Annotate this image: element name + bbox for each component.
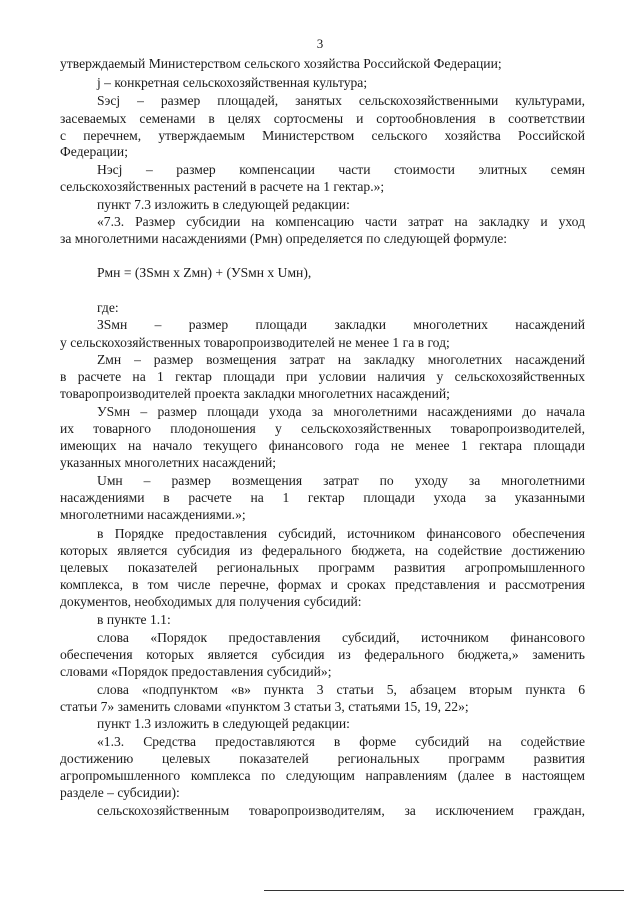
text-line: «7.3. Размер субсидии на компенсацию части затрат на закладку и уход bbox=[97, 214, 585, 229]
text-line: разделе – субсидии): bbox=[60, 785, 180, 800]
text-line: в пункте 1.1: bbox=[97, 612, 171, 627]
text-line: в расчете на 1 гектар площади при условии наличия у сельскохозяйственных bbox=[60, 369, 585, 384]
text-line: Нэсj – размер компенсации части стоимости элитных семян bbox=[97, 162, 585, 177]
text-line: утверждаемый Министерством сельского хозяйства Российской Федерации; bbox=[60, 56, 502, 71]
text-line: слова «Порядок предоставления субсидий, источником финансового bbox=[97, 630, 585, 645]
text-line: «1.3. Средства предоставляются в форме субсидий на содействие bbox=[97, 734, 585, 749]
text-line: достижению целевых показателей региональных программ развития bbox=[60, 751, 585, 766]
text-line: статьи 7» заменить словами «пунктом 3 статьи 3, статьями 15, 19, 22»; bbox=[60, 699, 469, 714]
text-line: слова «подпунктом «в» пункта 3 статьи 5, абзацем вторым пункта 6 bbox=[97, 682, 585, 697]
footer-rule bbox=[264, 890, 624, 891]
text-line: засеваемых семенами в целях сортосмены и сортообновления в соответствии bbox=[60, 111, 585, 126]
text-line: у сельскохозяйственных товаропроизводителей не менее 1 га в год; bbox=[60, 335, 450, 350]
text-line: сельскохозяйственных растений в расчете на 1 гектар.»; bbox=[60, 179, 385, 194]
text-line: где: bbox=[97, 300, 119, 315]
text-line: документов, необходимых для получения субсидий: bbox=[60, 594, 362, 609]
page-number: 3 bbox=[316, 36, 324, 51]
text-line: словами «Порядок предоставления субсидий»; bbox=[60, 664, 332, 679]
text-line: сельскохозяйственным товаропроизводителям, за исключением граждан, bbox=[97, 803, 585, 818]
text-line: многолетними насаждениями.»; bbox=[60, 507, 246, 522]
text-line: УSмн – размер площади ухода за многолетними насаждениями до начала bbox=[97, 404, 585, 419]
text-line: Рмн = (ЗSмн x Zмн) + (УSмн x Uмн), bbox=[97, 265, 312, 280]
text-line: товаропроизводителей проекта закладки многолетних насаждений; bbox=[60, 386, 450, 401]
text-line: Федерации; bbox=[60, 144, 128, 159]
text-line: агропромышленного комплекса по следующим направлениям (далее в настоящем bbox=[60, 768, 585, 783]
text-line: j – конкретная сельскохозяйственная культура; bbox=[97, 75, 368, 90]
text-line: указанных многолетних насаждений; bbox=[60, 455, 277, 470]
text-line: целевых показателей региональных программ развития агропромышленного bbox=[60, 560, 585, 575]
text-line: Sэсj – размер площадей, занятых сельскохозяйственными культурами, bbox=[97, 93, 585, 108]
text-line: насаждениями в расчете на 1 гектар площади ухода за указанными bbox=[60, 490, 585, 505]
text-line: ЗSмн – размер площади закладки многолетних насаждений bbox=[97, 317, 585, 332]
text-line: за многолетними насаждениями (Рмн) определяется по следующей формуле: bbox=[60, 231, 508, 246]
text-line: пункт 7.3 изложить в следующей редакции: bbox=[97, 197, 350, 212]
text-line: пункт 1.3 изложить в следующей редакции: bbox=[97, 716, 350, 731]
text-line: Uмн – размер возмещения затрат по уходу за многолетними bbox=[97, 473, 585, 488]
text-line: в Порядке предоставления субсидий, источником финансового обеспечения bbox=[97, 526, 585, 541]
text-line: обеспечения которых является субсидия из федерального бюджета,» заменить bbox=[60, 647, 585, 662]
text-line: которых является субсидия из федерального бюджета, на содействие достижению bbox=[60, 543, 585, 558]
text-line: их товарного плодоношения у сельскохозяйственных товаропроизводителей, bbox=[60, 421, 585, 436]
text-line: Zмн – размер возмещения затрат на закладку многолетних насаждений bbox=[97, 352, 585, 367]
text-line: с перечнем, утверждаемым Министерством сельского хозяйства Российской bbox=[60, 128, 585, 143]
text-line: комплекса, в том числе перечне, формах и сроках представления и рассмотрения bbox=[60, 577, 585, 592]
text-line: имеющих на начало текущего финансового года не менее 1 гектара площади bbox=[60, 438, 585, 453]
